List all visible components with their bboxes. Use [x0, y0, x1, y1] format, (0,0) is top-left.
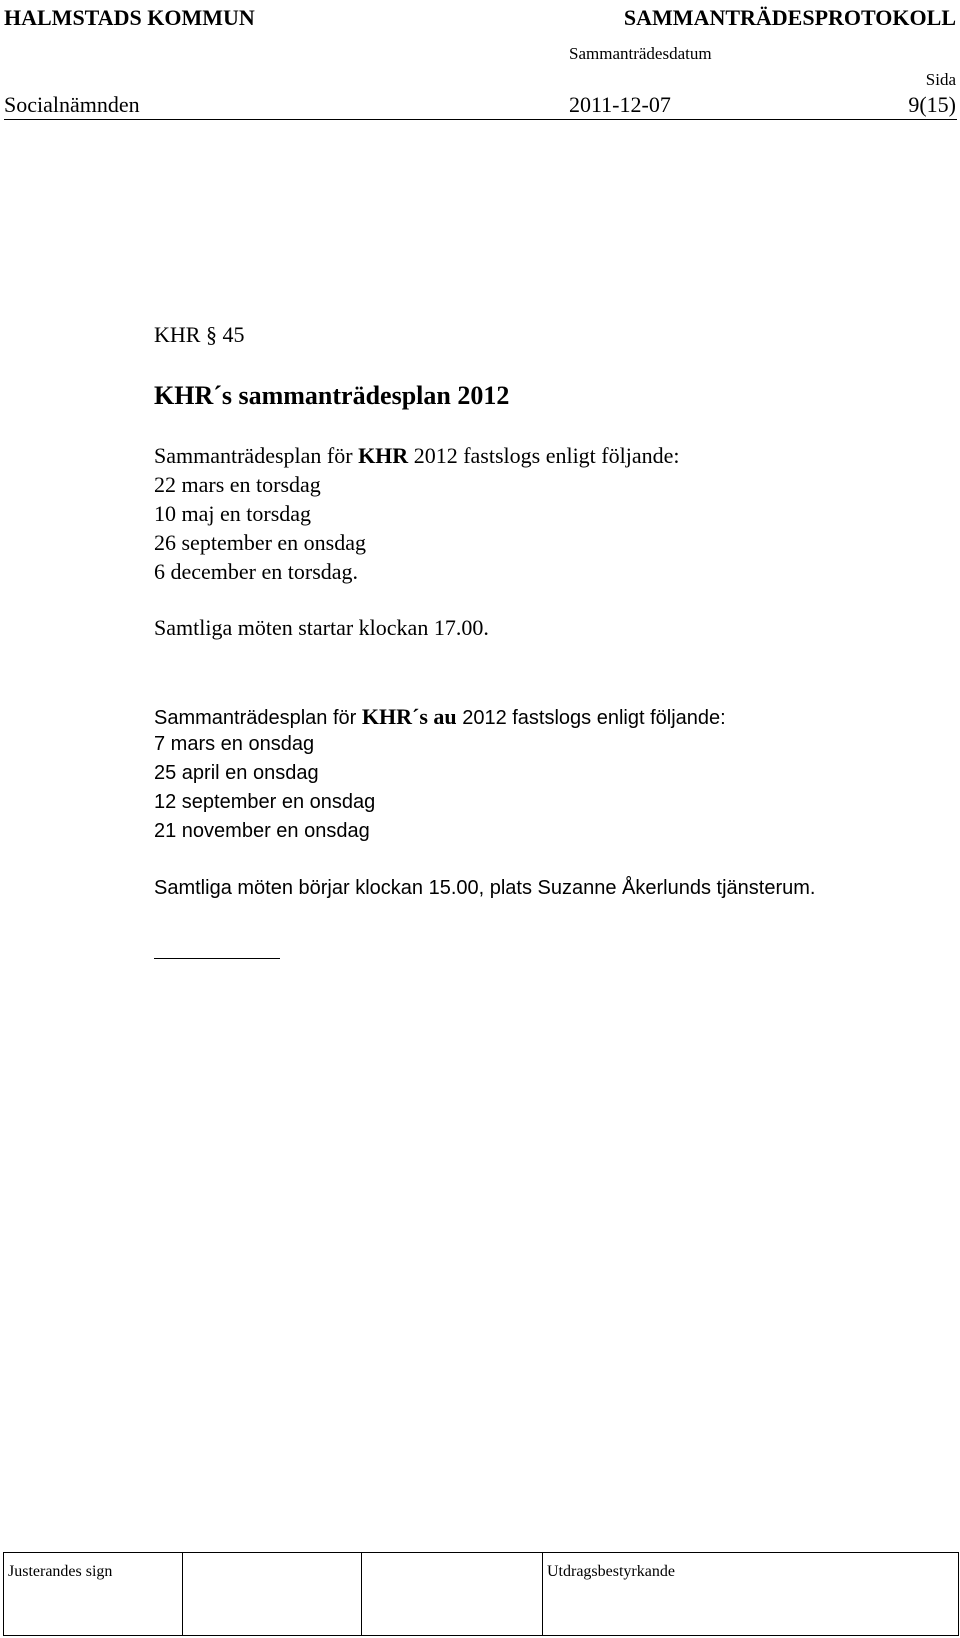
utdragsbestyrkande-label: Utdragsbestyrkande [547, 1563, 675, 1580]
header-rule [4, 119, 957, 120]
block1-date: 22 mars en torsdag [154, 472, 321, 497]
block1-date: 10 maj en torsdag [154, 501, 312, 526]
block2-date: 12 september en onsdag [154, 791, 376, 813]
signature-table [3, 1552, 959, 1636]
paragraph-ref: KHR § 45 [154, 322, 245, 347]
block2-date: 7 mars en onsdag [154, 733, 315, 755]
utdragsbestyrkande-cell [543, 1553, 959, 1636]
justerandes-sign-label: Justerandes sign [8, 1563, 113, 1580]
signature-cell-3 [362, 1553, 543, 1636]
end-of-section-line [154, 958, 280, 959]
page-number: 9(15) [908, 92, 956, 117]
municipality-name: HALMSTADS KOMMUN [4, 5, 255, 30]
block1-intro: Sammanträdesplan för KHR 2012 fastslogs enligt följande: [154, 443, 680, 468]
block2-date: 21 november en onsdag [154, 820, 370, 842]
signature-cell-2 [183, 1553, 362, 1636]
block2-date: 25 april en onsdag [154, 762, 319, 784]
block2-intro-bold: KHR´s au [361, 704, 457, 729]
meeting-date: 2011-12-07 [569, 92, 671, 117]
block1-date: 6 december en torsdag. [154, 559, 359, 584]
block1-date: 26 september en onsdag [154, 530, 366, 555]
block2-intro: Sammanträdesplan för KHR´s au 2012 fastslogs enligt följande: [154, 704, 726, 729]
date-label: Sammanträdesdatum [569, 44, 712, 63]
block2-note: Samtliga möten börjar klockan 15.00, plats Suzanne Åkerlunds tjänsterum. [154, 877, 816, 899]
document-type: SAMMANTRÄDESPROTOKOLL [623, 5, 956, 30]
section-title: KHR´s sammanträdesplan 2012 [154, 381, 510, 410]
block1-intro-bold: KHR [358, 443, 409, 468]
committee-name: Socialnämnden [4, 92, 140, 117]
block1-note: Samtliga möten startar klockan 17.00. [154, 615, 489, 640]
justerandes-sign-cell [4, 1553, 183, 1636]
page-label: Sida [925, 70, 956, 89]
